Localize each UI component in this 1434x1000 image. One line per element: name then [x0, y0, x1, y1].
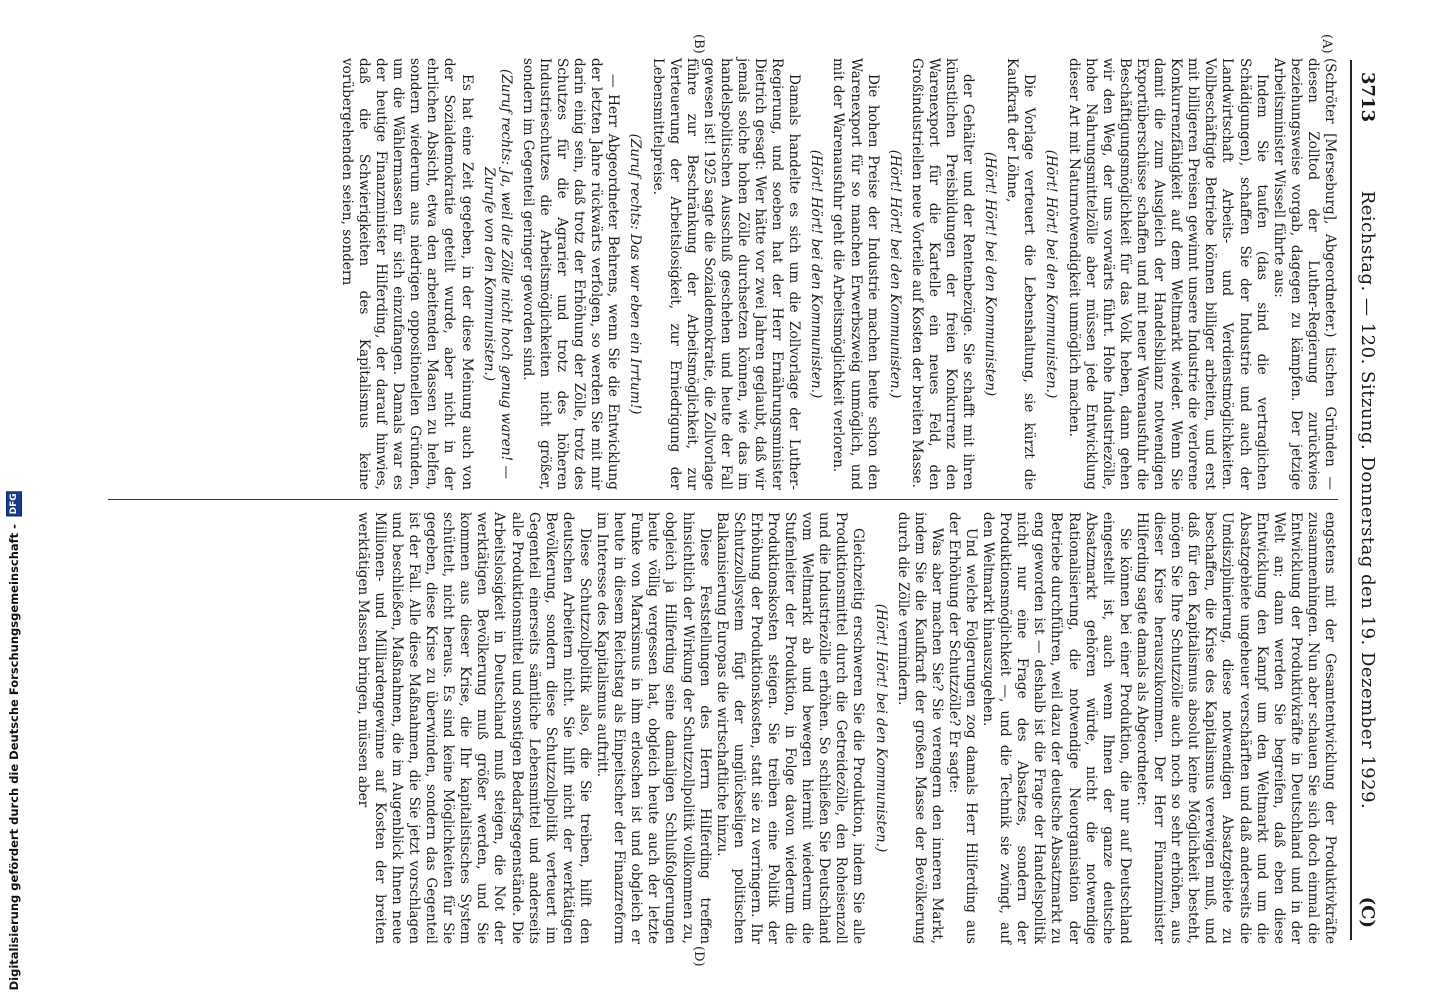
paragraph: — Herr Abgeordneter Behrens, wenn Sie die Entwicklung der letzten Jahre rückwärts verfolgen, so werden Sie mit mir darin einig sein, daß trotz der Erhöhung der Zölle, trotz des Schutzes für die Agrarier und trotz des höheren Industrieschutzes die Arbeitsmöglichkeiten nicht größer, sondern im Gegenteil geringer geworden sind.	[519, 58, 622, 490]
paragraph: Es hat eine Zeit gegeben, in der diese Meinung auch von der Sozialdemokratie geteilt wurde, aber nicht in der ehrlichen Absicht, etwa den arbeitenden Massen zu helfen, sondern wiederum aus niedrigen oppositionellen Gründen, um die Wählermassen für sich einzufangen. Damals war es der heutige Finanzminister Hilferding, der darauf hinwies, daß die Schwierigkeiten des Kapitalismus keine vorübergehenden seien, sondern	[338, 58, 475, 490]
interjection: (Hört! Hört! bei den Kommunisten.)	[872, 603, 889, 853]
paragraph: engstens mit der Gesamtentwicklung der Produktivkräfte zusammenhingen. Nun aber schauen Sie sich doch einmal die Entwicklung der Produktivkräfte in Deutschland und in der Welt an; dann werden Sie begreifen, daß eben diese Entwicklung den Kampf um den Weltmarkt und um die Absatzgebiete ungeheuer verschärften und daß anderseits die Umdisziplinierung, diese notwendigen Absatzgebiete zu beschaffen, die Krise des Kapitalismus verewigen muß, und daß für den Kapitalismus absolut keine Möglichkeit besteht, mögen Sie Ihre Schutzzölle auch noch so sehr erhöhen, aus dieser Krise herauszukommen. Der Herr Finanzminister Hilferding sagte damals als Abgeordneter:	[1133, 512, 1338, 944]
interjection: (Hört! Hört! bei den Kommunisten.)	[808, 149, 825, 399]
running-title: Reichstag. — 120. Sitzung. Donnerstag den 19. Dezember 1929.	[1357, 190, 1378, 810]
quotation-paragraph: Die hohen Preise der Industrie machen heute schon den Warenexport für so manchen Erwerbszweig unmöglich, und mit der Warenausfuhr geht die Arbeitsmöglichkeit verloren.	[830, 58, 881, 490]
paragraph: (Schröter [Merseburg], Abgeordneter.) tischen Gründen — diesen Zolltod der Luther-Regierung zurückwies beziehungsweise vorgab, dagegen zu kämpfen. Der jetzige Arbeitsminister Wissell führte aus:	[1270, 58, 1338, 490]
paragraph: Damals handelte es sich um die Zollvorlage der Luther-Regierung, und soeben hat der Herr Ernährungsminister Dietrich gesagt: Wer hätte vor zwei Jahren geglaubt, daß wir jemals solche hohen Zölle durchsetzen können, wie das im handelspolitischen Ausschuß geschehen und heute der Fall gewesen ist! 1925 sagte die Sozialdemokratie, die Zollvorlage führe zur Beschränkung der Arbeitsmöglichkeit, zur Verteuerung der Arbeitslosigkeit, zur Erniedrigung der Lebensmittelpreise.	[649, 58, 803, 490]
quotation-paragraph: Gleichzeitig erschweren Sie die Produktion, indem Sie alle Produktionsmittel durch die Getreidezölle, den Roheisenzoll und die Industriezölle erhöhen. So schließen Sie Deutschland vom Weltmarkt ab und bewegen hiermit wiederum die Stufenleiter der Produktion, in Folge davon wiederum die Produktionskosten steigen. Sie treiben eine Politik der Erhöhung der Produktionskosten, statt sie zu verringern. Ihr Schutzzollsystem fügt der unglückseligen politischen Balkanisierung Europas die wirtschaftliche hinzu.	[713, 512, 867, 944]
quotation-paragraph: Indem Sie taufen (das sind die vertraglichen Schädigungen), schaffen Sie der Industrie und auch der Landwirtschaft Arbeits- und Verdienstmöglichkeiten. Vollbeschäftigte Betriebe können billiger arbeiten, und erst mit billigeren Preisen gewinnt unsere Industrie die verlorene Konkurrenzfähigkeit auf dem Weltmarkt wieder. Wenn Sie damit die zum Ausgleich der Handelsbilanz notwendigen Exportüberschüsse schaffen und mit neuer Warenausfuhr die Beschäftigungsmöglichkeit für das Volk heben, dann gehen wir den Weg, der uns vorwärts führt. Hohe Industriezölle, hohe Nahrungsmittelzölle aber müssen jede Entwicklung dieser Art mit Naturnotwendigkeit unmöglich machen.	[1065, 58, 1270, 490]
paragraph: Und welche Folgerungen zog damals Herr Hilferding aus der Erhöhung der Schutzzölle? Er sagte:	[945, 512, 980, 944]
margin-mark-d: (D)	[691, 946, 706, 967]
quotation-paragraph: Was aber machen Sie? Sie verengern den inneren Markt, indem Sie die Kaufkraft der großen Masse der Bevölkerung durch die Zölle vermindern.	[894, 512, 945, 944]
margin-mark-b: (B)	[691, 34, 706, 54]
interjection: (Hört! Hört! bei den Kommunisten.)	[886, 149, 903, 399]
right-column	[354, 512, 1338, 944]
interjection: (Hört! Hört! bei den Kommunisten.)	[1043, 149, 1060, 399]
credit-text: Digitalisierung gefördert durch die Deutsche Forschungsgemeinschaft -	[7, 523, 21, 990]
interjection: (Hört! Hört! bei den Kommunisten)	[982, 151, 999, 397]
margin-mark-a: (A)	[1319, 34, 1334, 54]
margin-mark-c: (C)	[1357, 896, 1378, 928]
column-divider	[108, 499, 1338, 500]
interjection: (Zuruf rechts: Ja, weil die Zölle nicht hoch genug waren! — Zurufe von den Kommunisten.)	[480, 69, 514, 479]
page-header	[1350, 60, 1382, 940]
interjection: (Zuruf rechts: Das war eben ein Irrtum!)	[627, 133, 644, 415]
quotation-paragraph: der Gehälter und der Rentenbezüge. Sie schafft mit ihren künstlichen Preisbildungen der freien Konkurrenz den Warenexport für die Kartelle ein neues Feld, den Großindustriellen neue Vorteile auf Kosten der breiten Masse.	[908, 58, 977, 490]
quotation-paragraph: Sie können bei einer Produktion, die nur auf Deutschland eingestellt ist, auch wenn Ihnen der ganze deutsche Absatzmarkt gehören würde, nicht die notwendige Rationalisierung, die notwendige Neuorganisation der Betriebe durchführen, weil dazu der deutsche Absatzmarkt zu eng geworden ist — deshalb ist die Frage der Handelspolitik nicht nur eine Frage des Absatzes, sondern der Produktionsmöglichkeit —, und die Technik sie zwingt, auf den Weltmarkt hinauszugehen.	[980, 512, 1133, 944]
dfg-logo: DFG	[6, 491, 22, 516]
paragraph: Diese Schutzzollpolitik also, die Sie treiben, hilft den deutschen Arbeitern nicht. Sie hilft nicht der werktätigen Bevölkerung, sondern diese Schutzzollpolitik verteuert im Gegenteil einerseits sämtliche Lebensmittel und anderseits alle Produktionsmittel und sonstigen Bedarfsgegenstände. Die Arbeitslosigkeit in Deutschland muß steigen, die Not der werktätigen Bevölkerung muß größer werden, und Sie kommen aus dieser Krise, die Ihr kapitalistisches System schüttelt, nicht heraus. Es sind keine Möglichkeiten für Sie gegeben, diese Krise zu überwinden, sondern das Gegenteil ist der Fall. Alle diese Maßnahmen, die Sie jetzt vorschlagen und beschließen, Maßnahmen, die im Augenblick Ihnen neue Millionen- und Milliardengewinne auf Kosten der breiten werktätigen Massen bringen, müssen aber	[354, 512, 593, 944]
left-column	[338, 58, 1338, 490]
page-number: 3713	[1357, 72, 1378, 123]
digitization-credit	[6, 491, 22, 990]
paragraph: Diese Feststellungen des Herrn Hilferding treffen hinsichtlich der Wirkung der Schutzzollpolitik vollkommen zu, obgleich ja Hilferding seine damaligen Schlußfolgerungen heute völlig vergessen hat, obgleich heute auch der letzte Funke von Marxismus in ihm erloschen ist und obgleich er heute in diesem Reichstag als Einpeitscher der Finanzreform im Interesse des Kapitalismus auftritt.	[594, 512, 713, 944]
quotation-paragraph: Die Vorlage verteuert die Lebenshaltung, sie kürzt die Kaufkraft der Löhne,	[1004, 58, 1038, 490]
